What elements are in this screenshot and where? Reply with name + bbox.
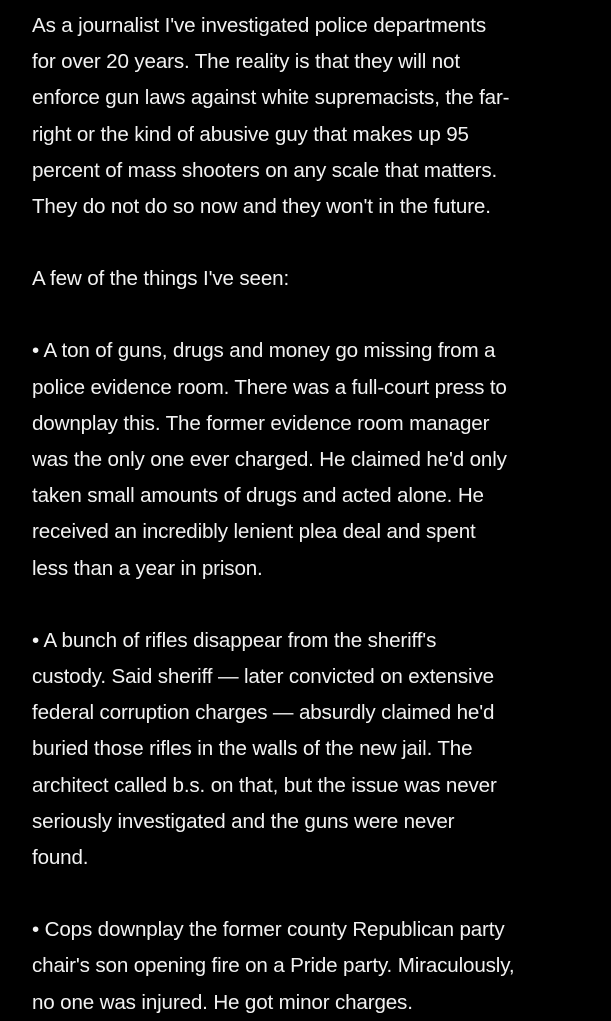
post-body	[32, 8, 592, 1021]
bullet-item-evidence-room	[32, 333, 592, 586]
text-line: police evidence room. There was a full-court press to	[32, 375, 507, 399]
text-line: downplay this. The former evidence room manager	[32, 411, 490, 435]
text-line: buried those rifles in the walls of the new jail. The	[32, 737, 473, 761]
text-line: seriously investigated and the guns were never	[32, 809, 455, 833]
text-line: custody. Said sheriff — later convicted on extensive	[32, 665, 494, 689]
text-line: As a journalist I've investigated police departments	[32, 14, 487, 37]
text-line: received an incredibly lenient plea deal and spent	[32, 520, 476, 544]
text-line: chair's son opening fire on a Pride party. Miraculously,	[32, 954, 515, 978]
bullet-item-missing-rifles	[32, 623, 592, 876]
paragraph-list-heading	[32, 261, 592, 297]
text-line: enforce gun laws against white supremacists, the far-	[32, 86, 510, 110]
text-line: percent of mass shooters on any scale that matters.	[32, 158, 498, 182]
text-line: • A ton of guns, drugs and money go missing from a	[32, 339, 496, 363]
paragraph-intro	[32, 8, 592, 225]
text-line: for over 20 years. The reality is that they will not	[32, 50, 460, 74]
text-line: • A bunch of rifles disappear from the sheriff's	[32, 628, 437, 652]
text-line: They do not do so now and they won't in the future.	[32, 195, 491, 219]
bullet-item-pride-party	[32, 912, 592, 1021]
text-line: less than a year in prison.	[32, 556, 263, 580]
text-line: federal corruption charges — absurdly claimed he'd	[32, 701, 495, 725]
text-line: no one was injured. He got minor charges.	[32, 990, 413, 1014]
text-line: architect called b.s. on that, but the issue was never	[32, 773, 497, 797]
text-line: • Cops downplay the former county Republican party	[32, 918, 505, 942]
text-line: taken small amounts of drugs and acted alone. He	[32, 484, 484, 508]
text-line: A few of the things I've seen:	[32, 267, 290, 291]
text-line: found.	[32, 846, 89, 870]
text-line: was the only one ever charged. He claimed he'd only	[32, 448, 507, 472]
text-line: right or the kind of abusive guy that makes up 95	[32, 122, 469, 146]
